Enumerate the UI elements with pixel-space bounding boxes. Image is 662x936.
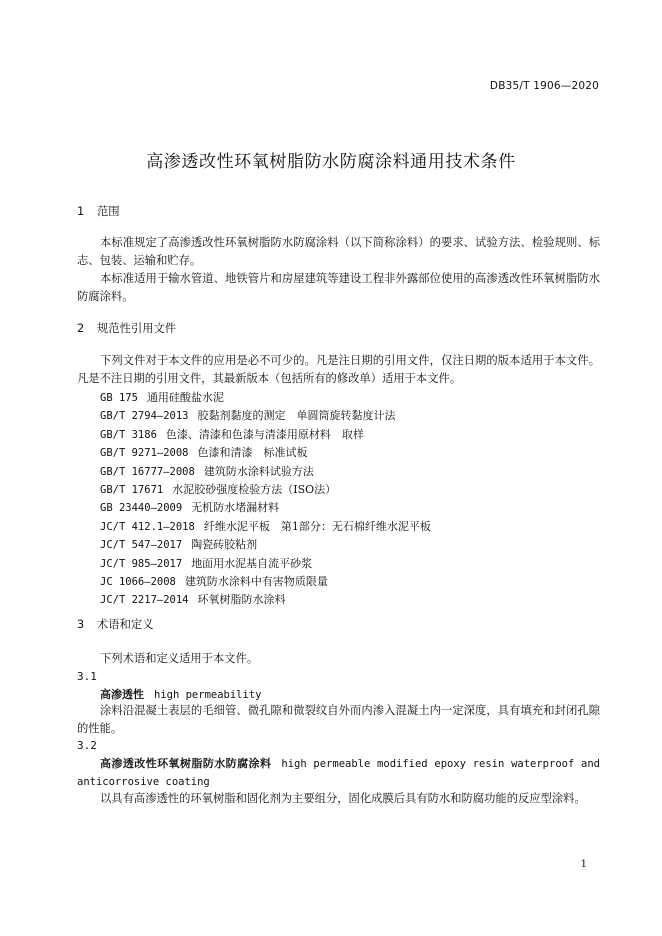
reference-item [100,518,431,536]
section-1-paragraph-1: 本标准规定了高渗透改性环氧树脂防水防腐涂料（以下简称涂料）的要求、试验方法、检验规则、标志、包装、运输和贮存。 [77,236,600,267]
reference-name: 地面用水泥基自流平砂浆 [191,556,313,570]
reference-code: JC/T 2217—2014 [100,594,189,607]
reference-name: 水泥胶砂强度检验方法（ISO法） [172,483,337,497]
reference-code: GB/T 9271—2008 [100,447,189,460]
reference-name: 通用硅酸盐水泥 [146,391,224,404]
reference-name: 纤维水泥平板 第1部分：无石棉纤维水泥平板 [203,519,431,533]
document-code: DB35/T 1906—2020 [489,80,599,92]
reference-item [100,555,431,573]
section-2-title: 规范性引用文件 [97,322,177,335]
section-3-heading [77,616,154,632]
reference-name: 陶瓷砖胶粘剂 [191,538,258,552]
section-3-number: 3 [77,618,85,631]
reference-code: GB/T 3186 [100,428,157,441]
page-number: 1 [580,859,587,870]
reference-name: 无机防水堵漏材料 [191,501,280,515]
reference-code: JC/T 985—2017 [100,557,183,570]
term-3-2-definition: 以具有高渗透性的环氧树脂和固化剂为主要组分，固化成膜后具有防水和防腐功能的反应型涂料。 [100,792,586,805]
reference-code: GB 23440—2009 [100,502,183,515]
reference-code: GB/T 16777—2008 [100,465,195,478]
reference-code: GB/T 17671 [100,484,164,497]
reference-code: GB 175 [100,392,138,404]
section-1-title: 范围 [97,205,120,218]
section-2-number: 2 [77,322,85,335]
reference-list [100,389,431,610]
reference-item [100,499,431,517]
reference-code: GB/T 2794—2013 [100,410,189,423]
reference-item [100,481,431,499]
reference-name: 色漆和清漆 标准试板 [197,446,308,460]
reference-name: 环氧树脂防水涂料 [197,593,286,607]
clause-3-1-number: 3.1 [77,670,97,683]
reference-code: JC 1066—2008 [100,576,176,589]
reference-item [100,573,431,591]
reference-item [100,591,431,609]
section-3-intro: 下列术语和定义适用于本文件。 [100,652,259,665]
reference-name: 建筑防水涂料中有害物质限量 [184,575,328,589]
reference-item [100,536,431,554]
reference-name: 色漆、清漆和色漆与清漆用原材料 取样 [165,427,364,441]
term-3-2 [77,755,600,791]
section-1-number: 1 [77,205,85,218]
term-3-2-zh: 高渗透改性环氧树脂防水防腐涂料 [100,757,272,770]
section-2-heading [77,320,176,336]
reference-name: 建筑防水涂料试验方法 [203,464,314,478]
term-3-1-zh: 高渗透性 [100,688,144,701]
reference-item [100,463,431,481]
section-3-title: 术语和定义 [97,618,154,631]
reference-item [100,426,431,444]
term-3-1-en: high permeability [154,689,262,701]
term-3-2-en: high permeable modified epoxy resin waterproof and anticorrosive coating [77,758,601,788]
reference-item [100,389,431,407]
section-2-intro: 下列文件对于本文件的应用是必不可少的。凡是注日期的引用文件，仅注日期的版本适用于本文件。凡是不注日期的引用文件，其最新版本（包括所有的修改单）适用于本文件。 [77,354,600,385]
reference-code: JC/T 412.1—2018 [100,520,195,533]
reference-name: 胶黏剂黏度的测定 单圆筒旋转黏度计法 [197,409,396,423]
reference-code: JC/T 547—2017 [100,539,183,552]
section-1-paragraph-2: 本标准适用于输水管道、地铁管片和房屋建筑等建设工程非外露部位使用的高渗透改性环氧树脂防水防腐涂料。 [77,272,600,303]
term-3-1 [100,686,261,702]
term-3-1-definition: 涂料沿混凝土表层的毛细管、微孔隙和微裂纹自外而内渗入混凝土内一定深度，具有填充和封闭孔隙的性能。 [77,704,600,735]
clause-3-2-number: 3.2 [77,739,97,752]
reference-item [100,407,431,425]
reference-item [100,444,431,462]
document-title: 高渗透改性环氧树脂防水防腐涂料通用技术条件 [146,152,516,172]
section-1-heading [77,203,120,219]
